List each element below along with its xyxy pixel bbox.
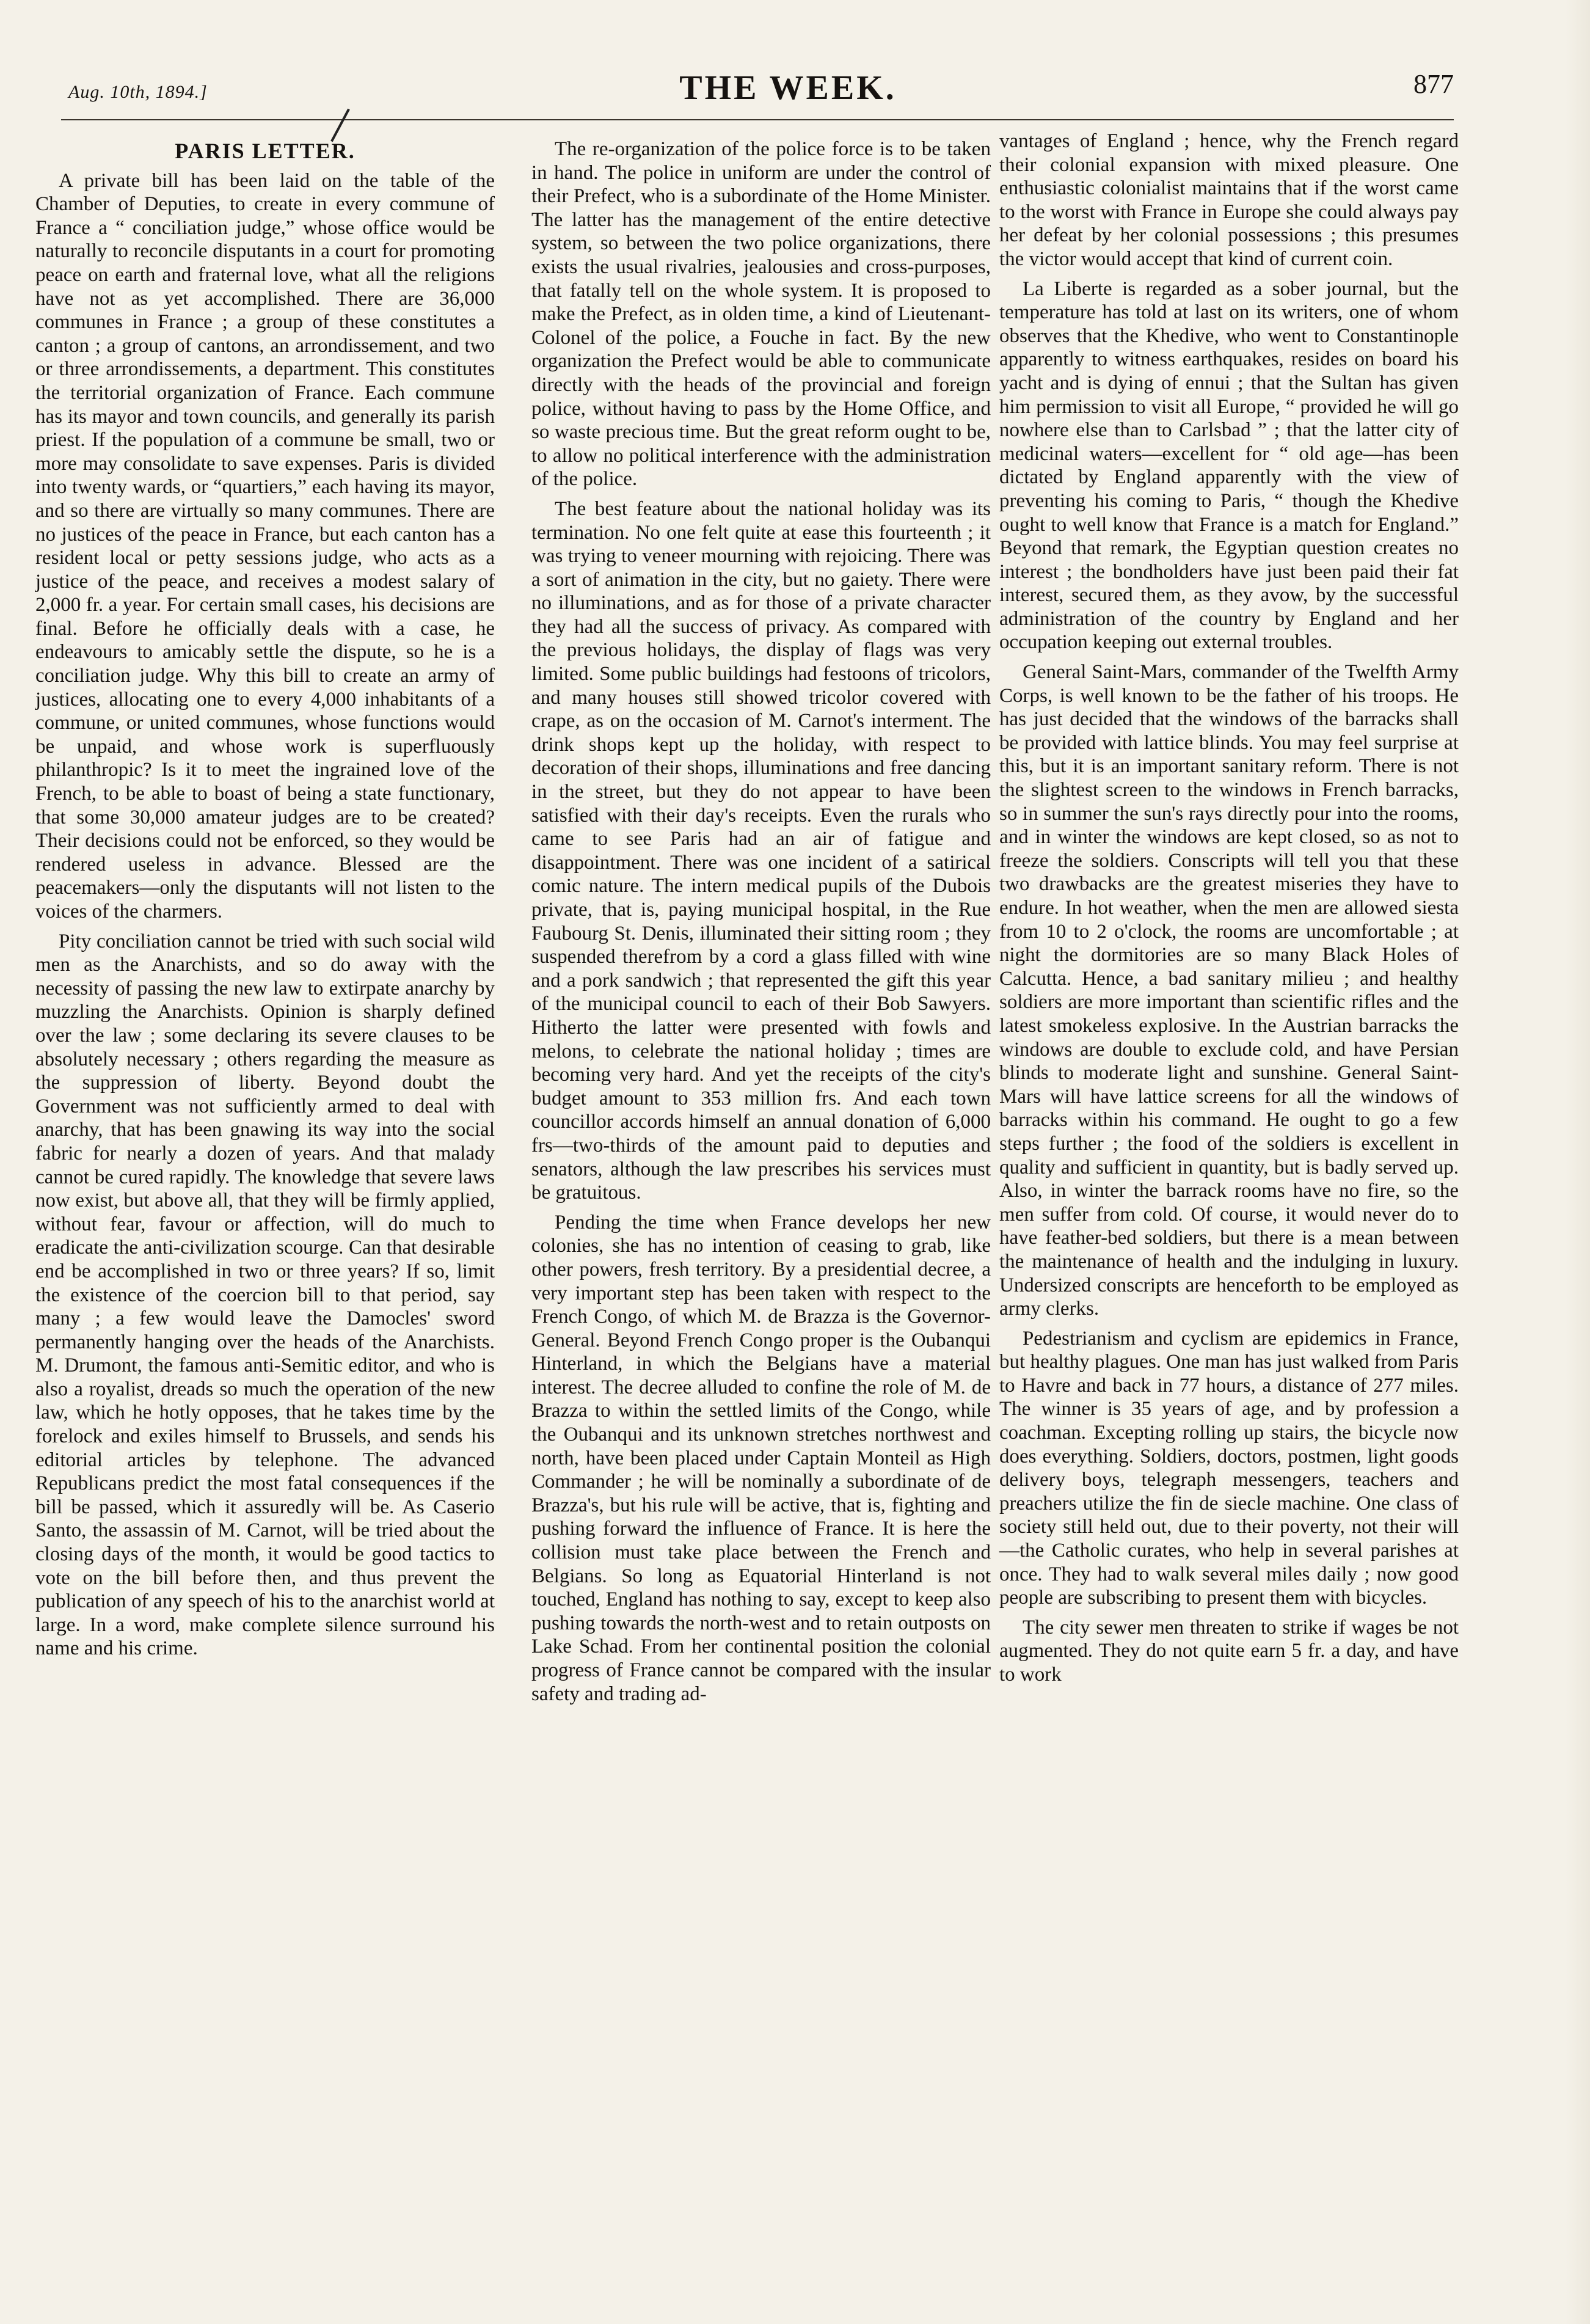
paragraph: Pity conciliation cannot be tried with such social wild men as the Anarchists, and so do away with the necessity of passing the new law to extirpate anarchy by muzzling the Anarchists. Opinion is sharply defined over the law ; some declaring its severe clauses to be absolutely necessary ; others regarding the measure as the suppression of liberty. Beyond doubt the Government was not sufficiently armed to deal with anarchy, that has been gnawing its way into the social fabric for nearly a dozen of years. And that malady cannot be cured rapidly. The knowledge that severe laws now exist, but above all, that they will be firmly applied, without fear, favour or affection, will do much to eradicate the anti-civilization scourge. Can that desirable end be accomplished in two or three years? If so, limit the existence of the coercion bill to that period, say many ; a few would leave the Damocles' sword permanently hanging over the heads of the Anarchists. M. Drumont, the famous anti-Semitic editor, and who is also a royalist, dreads so much the operation of the new law, which he hotly opposes, that he takes time by the forelock and exiles himself to Brussels, and sends his editorial articles by telephone. The advanced Republicans predict the most fatal consequences if the bill be passed, which it assuredly will be. As Caserio Santo, the assassin of M. Carnot, will be tried about the closing days of the month, it would be good tactics to vote on the bill before then, and thus prevent the publication of any speech of his to the anarchist world at large. In a word, make complete silence surround his name and his crime. (35, 930, 495, 1660)
paragraph: Pedestrianism and cyclism are epidemics in France, but healthy plagues. One man has just walked from Paris to Havre and back in 77 hours, a distance of 277 miles. The winner is 35 years of age, and by profession a coachman. Excepting rolling up stairs, the bicycle now does everything. Soldiers, doctors, postmen, light goods delivery boys, telegraph messengers, teachers and preachers utilize the fin de siecle machine. One class of society still held out, due to their poverty, not their will—the Catholic curates, who help in several parishes at once. They had to walk several miles daily ; now good people are subscribing to present them with bicycles. (999, 1327, 1459, 1609)
paragraph: The best feature about the national holiday was its termination. No one felt quite at ease this fourteenth ; it was trying to veneer mourning with rejoicing. There was a sort of animation in the city, but no gaiety. There were no illuminations, and as for those of a private character they had all the success of privacy. As compared with the previous holidays, the display of flags was very limited. Some public buildings had festoons of tricolors, and many houses still showed tricolor covered with crape, as on the occasion of M. Carnot's interment. The drink shops kept up the holiday, with respect to decoration of their shops, illuminations and free dancing in the street, but they do not appear to have been satisfied with their day's receipts. Even the rurals who came to see Paris had an air of fatigue and disappointment. There was one incident of a satirical comic nature. The intern medical pupils of the Dubois private, that is, paying municipal hospital, in the Rue Faubourg St. Denis, illuminated their sitting room ; they suspended therefrom by a cord a glass filled with wine and a pork sandwich ; that represented the gift this year of the municipal council to each of their Bob Sawyers. Hitherto the latter were presented with fowls and melons, to celebrate the national holiday ; times are becoming very hard. And yet the receipts of the city's budget amount to 353 million frs. And each town councillor accords himself an annual donation of 6,000 frs—two-thirds of the amount paid to deputies and senators, although the law prescribes his services must be gratuitous. (531, 497, 991, 1204)
header-rule (61, 119, 1454, 120)
column-2 (531, 137, 991, 1712)
page-edge (1566, 0, 1590, 2324)
masthead: THE WEEK. (679, 69, 897, 107)
article-title: PARIS LETTER. (175, 139, 356, 163)
paragraph: General Saint-Mars, commander of the Twelfth Army Corps, is well known to be the father of his troops. He has just decided that the windows of the barracks shall be provided with lattice blinds. You may feel surprise at this, but it is an important sanitary reform. There is not the slightest screen to the windows in French barracks, so in summer the sun's rays directly pour into the rooms, and in winter the windows are kept closed, so as not to freeze the soldiers. Conscripts will tell you that these two drawbacks are the greatest miseries they have to endure. In hot weather, when the men are allowed siesta from 10 to 2 o'clock, the rooms are uncomfortable ; at night the dormitories are so many Black Holes of Calcutta. Hence, a bad sanitary milieu ; and healthy soldiers are more important than scientific rifles and the latest smokeless explosive. In the Austrian barracks the windows are double to exclude cold, and have Persian blinds to moderate light and sunshine. General Saint-Mars will have lattice screens for all the windows of barracks within his command. He ought to go a few steps further ; the food of the soldiers is excellent in quality and sufficient in quantity, but is badly served up. Also, in winter the barrack rooms have no fire, so the men suffer from cold. Of course, it would never do to have feather-bed soldiers, but there is a mean between the maintenance of health and the indulging in luxury. Undersized conscripts are henceforth to be employed as army clerks. (999, 661, 1459, 1320)
page-header (61, 68, 1454, 117)
paragraph: A private bill has been laid on the table of the Chamber of Deputies, to create in every commune of France a “ conciliation judge,” whose office would be naturally to reconcile disputants in a court for promoting peace on earth and fraternal love, what all the religions have not as yet accomplished. There are 36,000 communes in France ; a group of these constitutes a canton ; a group of cantons, an arrondissement, and two or three arrondissements, a department. This constitutes the territorial organization of France. Each commune has its mayor and town councils, and generally its parish priest. If the population of a commune be small, two or more may consolidate to save expenses. Paris is divided into twenty wards, or “quartiers,” each having its mayor, and so there are virtually so many communes. There are no justices of the peace in France, but each canton has a resident local or petty sessions judge, who acts as a justice of the peace, and receives a modest salary of 2,000 fr. a year. For certain small cases, his decisions are final. Before he officially deals with a case, he endeavours to amicably settle the dispute, so he is a conciliation judge. Why this bill to create an army of justices, allocating one to every 4,000 inhabitants of a commune, or united communes, whose functions would be unpaid, and whose work is superfluously philanthropic? Is it to meet the ingrained love of the French, to be able to boast of being a state functionary, that some 30,000 amateur judges are to be created? Their decisions could not be enforced, so they would be rendered useless in advance. Blessed are the peacemakers—only the disputants will not listen to the voices of the charmers. (35, 169, 495, 923)
paragraph: The city sewer men threaten to strike if wages be not augmented. They do not quite earn 5 fr. a day, and have to work (999, 1616, 1459, 1686)
column-1 (35, 139, 495, 1667)
page-number: 877 (1413, 69, 1454, 99)
paragraph: The re-organization of the police force is to be taken in hand. The police in uniform are under the control of their Prefect, who is a subordinate of the Home Minister. The latter has the management of the entire detective system, so between the two police organizations, there exists the usual rivalries, jealousies and cross-purposes, that fatally tell on the whole system. It is proposed to make the Prefect, as in olden time, a kind of Lieutenant-Colonel of the police, a Fouche in fact. By the new organization the Prefect would be able to communicate directly with the heads of the provincial and foreign police, without having to pass by the Home Office, and so waste precious time. But the great reform ought to be, to allow no political interference with the administration of the police. (531, 138, 991, 491)
column-3 (999, 130, 1459, 1693)
issue-date: Aug. 10th, 1894.] (68, 82, 208, 102)
paragraph: La Liberte is regarded as a sober journal, but the temperature has told at last on its writers, one of whom observes that the Khedive, who went to Constantinople apparently to witness earthquakes, resides on board his yacht and is dying of ennui ; that the Sultan has given him permission to visit all Europe, “ provided he will go nowhere else than to Carlsbad ” ; that the latter city of medicinal waters—excellent for “ old age—has been dictated by England apparently with the view of preventing his coming to Paris, “ though the Khedive ought to well know that France is a match for England.” Beyond that remark, the Egyptian question creates no interest ; the bondholders have just been paid their fat interest, secured them, as they avow, by the successful administration of the country by England and her occupation keeping out external troubles. (999, 277, 1459, 654)
paragraph: vantages of England ; hence, why the French regard their colonial expansion with mixed pleasure. One enthusiastic colonialist maintains that if the worst came to the worst with France in Europe she could always pay her defeat by her colonial possessions ; this presumes the victor would accept that kind of current coin. (999, 130, 1459, 270)
paragraph: Pending the time when France develops her new colonies, she has no intention of ceasing to grab, like other powers, fresh territory. By a presidential decree, a very important step has been taken with respect to the French Congo, of which M. de Brazza is the Governor-General. Beyond French Congo proper is the Oubanqui Hinterland, in which the Belgians have a material interest. The decree alluded to confine the role of M. de Brazza to within the settled limits of the Congo, while the Oubanqui and its unknown stretches northwest and north, have been placed under Captain Monteil as High Commander ; he will be nominally a subordinate of de Brazza's, but his rule will be active, that is, fighting and pushing forward the influence of France. It is here the collision must take place between the French and Belgians. So long as Equatorial Hinterland is not touched, England has nothing to say, except to keep also pushing towards the north-west and to retain outposts on Lake Schad. From her continental position the colonial progress of France cannot be compared with the insular safety and trading ad- (531, 1211, 991, 1705)
